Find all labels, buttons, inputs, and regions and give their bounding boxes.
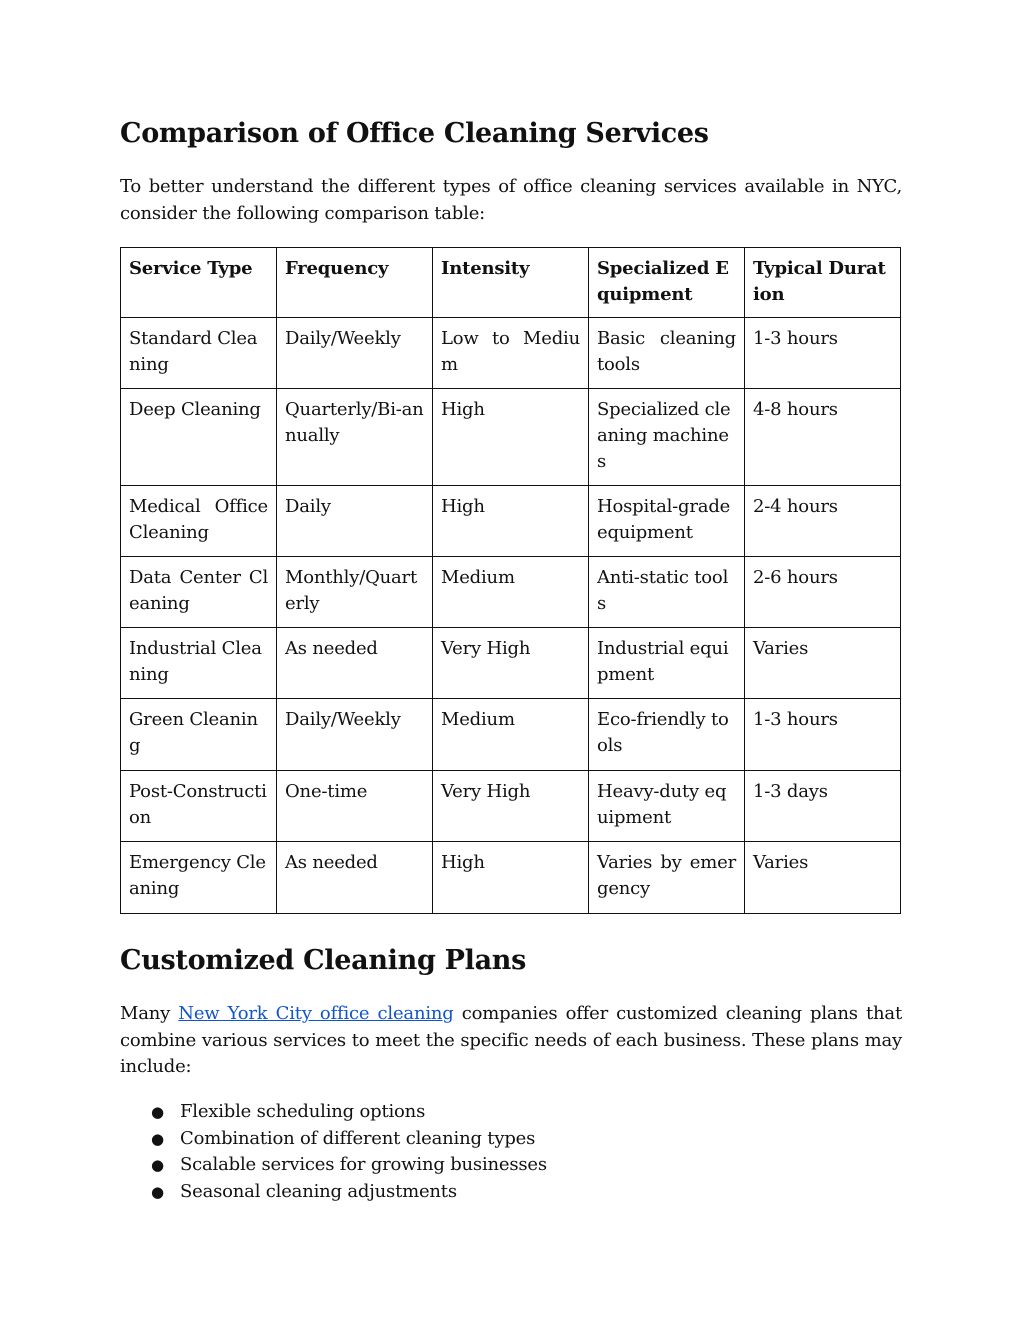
section-heading-comparison: Comparison of Office Cleaning Services	[120, 118, 709, 149]
bullet-icon: ●	[151, 1183, 164, 1202]
list-item-text: Scalable services for growing businesses	[180, 1154, 547, 1176]
table-cell: 2-4 hours	[745, 485, 901, 556]
table-cell: Daily/Weekly	[277, 698, 433, 770]
table-row	[121, 388, 901, 485]
list-item-text: Combination of different cleaning types	[180, 1127, 536, 1149]
header-specialized-equipment: Specialized Equipment	[589, 248, 745, 318]
header-service-type: Service Type	[121, 248, 277, 318]
table-cell: Basic cleaning tools	[589, 317, 745, 388]
list-item	[120, 1099, 547, 1126]
table-cell: High	[433, 485, 589, 556]
plan-options-list	[120, 1099, 547, 1206]
table-cell: Daily/Weekly	[277, 317, 433, 388]
table-cell: Deep Cleaning	[121, 388, 277, 485]
table-cell: Varies	[745, 627, 901, 698]
table-cell: Medium	[433, 698, 589, 770]
table-cell: 1-3 hours	[745, 698, 901, 770]
table-cell: Anti-static tools	[589, 556, 745, 627]
section-heading-customized-plans: Customized Cleaning Plans	[120, 945, 527, 976]
header-typical-duration: Typical Duration	[745, 248, 901, 318]
customized-plans-intro-paragraph	[120, 1001, 902, 1081]
table-cell: Quarterly/Bi-annually	[277, 388, 433, 485]
nyc-office-cleaning-link[interactable]: New York City office cleaning	[178, 1003, 454, 1024]
table-row	[121, 627, 901, 698]
table-cell: Very High	[433, 627, 589, 698]
list-item-text: Seasonal cleaning adjustments	[180, 1181, 457, 1203]
intro-text-before: Many	[120, 1003, 179, 1024]
table-cell: Industrial Cleaning	[121, 627, 277, 698]
table-cell: As needed	[277, 841, 433, 913]
table-header-row	[121, 248, 901, 318]
table-cell: Hospital-grade equipment	[589, 485, 745, 556]
bullet-icon: ●	[151, 1129, 164, 1148]
table-cell: 1-3 hours	[745, 317, 901, 388]
table-cell: Low to Medium	[433, 317, 589, 388]
list-item	[120, 1179, 547, 1206]
bullet-icon: ●	[151, 1156, 164, 1175]
table-cell: 2-6 hours	[745, 556, 901, 627]
comparison-intro-paragraph: To better understand the different types of office cleaning services available in NYC, consider the following comparison table:	[120, 176, 902, 224]
table-cell: Varies	[745, 841, 901, 913]
table-cell: Eco-friendly tools	[589, 698, 745, 770]
table-cell: Varies by emergency	[589, 841, 745, 913]
table-cell: Monthly/Quarterly	[277, 556, 433, 627]
table-cell: Emergency Cleaning	[121, 841, 277, 913]
table-row	[121, 841, 901, 913]
bullet-icon: ●	[151, 1103, 164, 1121]
table-cell: Data Center Cleaning	[121, 556, 277, 627]
table-cell: Green Cleaning	[121, 698, 277, 770]
intro-text-after: companies offer customized cleaning plans that combine various services to meet the specific needs of each business. These plans may include:	[120, 1003, 902, 1077]
table-cell: Post-Construction	[121, 770, 277, 841]
list-item-text: Flexible scheduling options	[180, 1101, 426, 1122]
table-cell: Medium	[433, 556, 589, 627]
header-intensity: Intensity	[433, 248, 589, 318]
table-row	[121, 556, 901, 627]
comparison-table	[120, 247, 901, 914]
table-cell: Heavy-duty equipment	[589, 770, 745, 841]
table-row	[121, 485, 901, 556]
table-cell: High	[433, 841, 589, 913]
table-cell: 1-3 days	[745, 770, 901, 841]
table-cell: Very High	[433, 770, 589, 841]
table-cell: As needed	[277, 627, 433, 698]
table-cell: Specialized cleaning machines	[589, 388, 745, 485]
table-cell: Medical Office Cleaning	[121, 485, 277, 556]
table-row	[121, 698, 901, 770]
list-item	[120, 1126, 547, 1153]
table-cell: High	[433, 388, 589, 485]
table-cell: Daily	[277, 485, 433, 556]
list-item	[120, 1152, 547, 1179]
table-row	[121, 317, 901, 388]
table-cell: 4-8 hours	[745, 388, 901, 485]
table-row	[121, 770, 901, 841]
table-cell: One-time	[277, 770, 433, 841]
header-frequency: Frequency	[277, 248, 433, 318]
table-cell: Industrial equipment	[589, 627, 745, 698]
table-cell: Standard Cleaning	[121, 317, 277, 388]
